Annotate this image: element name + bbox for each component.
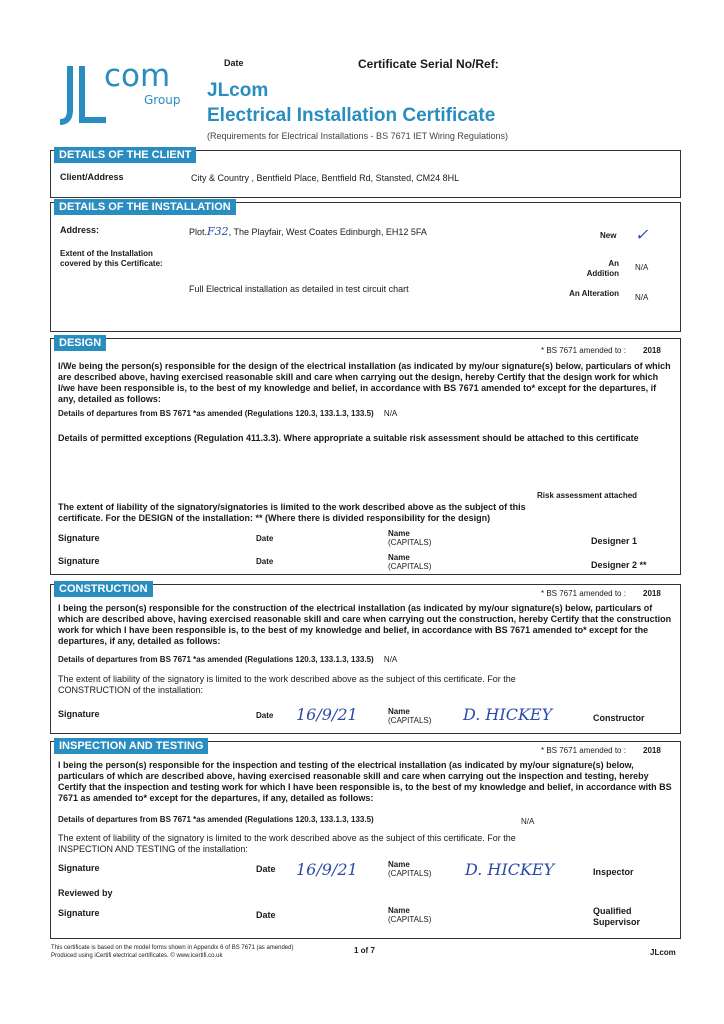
design-departures: [58, 409, 397, 418]
construction-statement: I being the person(s) responsible for the construction of the electrical installation (as indicated by my/our signature(s) below, particulars of which are described above, having exercised reasonable skill and care when carrying out the construction, hereby Certify that the construction work for which I have been responsible is, to the best of my knowledge and belief, in accordance with BS 7671 amended to* except for the departures, if any, detailed as follows:: [58, 603, 672, 646]
addition-label: An Addition: [586, 259, 619, 278]
company-name: JLcom: [207, 80, 269, 101]
alteration-label: An Alteration: [569, 289, 619, 298]
date-label: Date: [224, 58, 244, 68]
inspection-name-text: Name: [388, 860, 410, 869]
risk-assessment-label: Risk assessment attached: [537, 491, 638, 500]
inspection-name-label: [388, 860, 431, 878]
inspection-signature-label: Signature: [58, 863, 100, 873]
inspection-heading: INSPECTION AND TESTING: [54, 738, 208, 754]
design-amended-label: * BS 7671 amended to :: [541, 346, 626, 355]
construction-signature-label: Signature: [58, 709, 100, 719]
design-liability: The extent of liability of the signatory/signatories is limited to the work described above as the subject of this certificate. For the DESIGN of the installation: ** (Where there is divided responsibility for the design): [58, 502, 526, 523]
inspector-label: Inspector: [593, 867, 634, 877]
designer2-label: Designer 2 **: [591, 560, 647, 570]
inspection-date-value: 16/9/21: [296, 860, 358, 879]
addition-value: N/A: [635, 263, 649, 272]
construction-capitals-text: (CAPITALS): [388, 716, 432, 725]
inspection-liability: The extent of liability of the signatory is limited to the work described above as the subject of this certificate. For the INSPECTION AND TESTING of the installation:: [58, 833, 516, 854]
design-capitals1-text: (CAPITALS): [388, 538, 432, 547]
construction-name-value: D. HICKEY: [463, 705, 553, 724]
installation-section: [50, 202, 681, 332]
design-departures-label: Details of departures from BS 7671 *as amended (Regulations 120.3, 133.1.3, 133.5): [58, 409, 374, 418]
logo-group: Group: [144, 93, 181, 107]
new-check: ✓: [635, 225, 649, 244]
reviewer-name-label: [388, 906, 431, 924]
construction-date-value: 16/9/21: [296, 705, 358, 724]
reviewer-date-label: Date: [256, 910, 276, 920]
serial-label: Certificate Serial No/Ref:: [358, 57, 499, 71]
logo-com: com: [104, 58, 171, 94]
inspection-date-label: Date: [256, 864, 276, 874]
installation-heading: DETAILS OF THE INSTALLATION: [54, 199, 236, 215]
design-exceptions-label: Details of permitted exceptions (Regulation 411.3.3). Where appropriate a suitable risk assessment should be attached to this certificate: [58, 433, 639, 443]
design-amended-year: 2018: [643, 346, 661, 355]
construction-heading: CONSTRUCTION: [54, 581, 153, 597]
design-date2-label: Date: [256, 557, 274, 566]
constructor-label: Constructor: [593, 713, 645, 723]
client-value: City & Country , Bentfield Place, Bentfield Rd, Stansted, CM24 8HL: [191, 173, 460, 183]
footer-brand: JLcom: [650, 948, 676, 957]
inspection-name-value: D. HICKEY: [465, 860, 555, 879]
construction-name-label: [388, 707, 431, 725]
construction-amended-label: * BS 7671 amended to :: [541, 589, 626, 598]
design-name1-text: Name: [388, 529, 410, 538]
design-date1-label: Date: [256, 534, 274, 543]
reviewer-name-text: Name: [388, 906, 410, 915]
inspection-departures-label: Details of departures from BS 7671 *as amended (Regulations 120.3, 133.1.3, 133.5): [58, 815, 374, 824]
footer-note1: This certificate is based on the model forms shown in Appendix 6 of BS 7671 (as amended): [51, 945, 294, 951]
inspection-departures-value: N/A: [521, 817, 535, 826]
address-value: [189, 225, 427, 238]
design-section: [50, 338, 681, 575]
inspection-amended-year: 2018: [643, 746, 661, 755]
construction-date-label: Date: [256, 711, 274, 720]
design-name2-text: Name: [388, 553, 410, 562]
extent-value: Full Electrical installation as detailed in test circuit chart: [189, 284, 409, 294]
design-signature1-label: Signature: [58, 533, 100, 543]
address-prefix: Plot.: [189, 227, 208, 237]
inspection-capitals-text: (CAPITALS): [388, 869, 432, 878]
new-label: New: [600, 231, 617, 240]
construction-name-text: Name: [388, 707, 410, 716]
designer1-label: Designer 1: [591, 536, 638, 546]
subtitle: (Requirements for Electrical Installations - BS 7671 IET Wiring Regulations): [207, 131, 508, 141]
reviewer-capitals-text: (CAPITALS): [388, 915, 432, 924]
address-rest: , The Playfair, West Coates Edinburgh, EH12 5FA: [228, 227, 427, 237]
client-heading: DETAILS OF THE CLIENT: [54, 147, 196, 163]
design-name2-label: [388, 553, 431, 571]
construction-departures: [58, 655, 397, 664]
qualified-supervisor-label: Qualified Supervisor: [593, 906, 641, 927]
construction-departures-label: Details of departures from BS 7671 *as amended (Regulations 120.3, 133.1.3, 133.5): [58, 655, 374, 664]
reviewed-by-label: Reviewed by: [58, 888, 113, 898]
design-name1-label: [388, 529, 431, 547]
design-signature2-label: Signature: [58, 556, 100, 566]
logo: [56, 60, 186, 130]
construction-section: [50, 584, 681, 734]
address-plot: F32: [207, 225, 229, 238]
inspection-section: [50, 741, 681, 939]
construction-liability: The extent of liability of the signatory is limited to the work described above as the subject of this certificate. For the CONSTRUCTION of the installation:: [58, 674, 516, 695]
reviewer-signature-label: Signature: [58, 908, 100, 918]
inspection-amended-label: * BS 7671 amended to :: [541, 746, 626, 755]
extent-label: Extent of the Installation covered by this Certificate:: [60, 249, 163, 268]
inspection-statement: I being the person(s) responsible for the inspection and testing of the electrical installation (as indicated by my/our signature(s) below, particulars of which are described above, having exercised reasonable skill and care when carrying out the inspection and testing, hereby Certify that the inspection and testing work for which I have been responsible is, to the best of my knowledge and belief, in accordance with BS 7671 as amended to* except for the departures, if any, detailed as follows:: [58, 760, 672, 803]
design-capitals2-text: (CAPITALS): [388, 562, 432, 571]
address-label: Address:: [60, 225, 100, 235]
design-heading: DESIGN: [54, 335, 106, 351]
footer-note2: Produced using iCertifi electrical certificates. © www.icertifi.co.uk: [51, 953, 223, 959]
construction-departures-value: N/A: [383, 655, 398, 664]
alteration-value: N/A: [635, 293, 649, 302]
client-label: Client/Address: [60, 172, 124, 182]
design-statement: I/We being the person(s) responsible for the design of the electrical installation (as indicated by my/our signature(s) below, particulars of which are described above, having exercised reasonable skill and care when carrying out the design, hereby Certify that the design work for which I/we have been responsible is, to the best of my knowledge and belief, in accordance with BS 7671 amended to* except for the departures, if any, detailed as follows:: [58, 361, 671, 404]
page-title: Electrical Installation Certificate: [207, 105, 496, 126]
construction-amended-year: 2018: [643, 589, 661, 598]
design-departures-value: N/A: [383, 409, 398, 418]
page-number: 1 of 7: [354, 946, 375, 955]
